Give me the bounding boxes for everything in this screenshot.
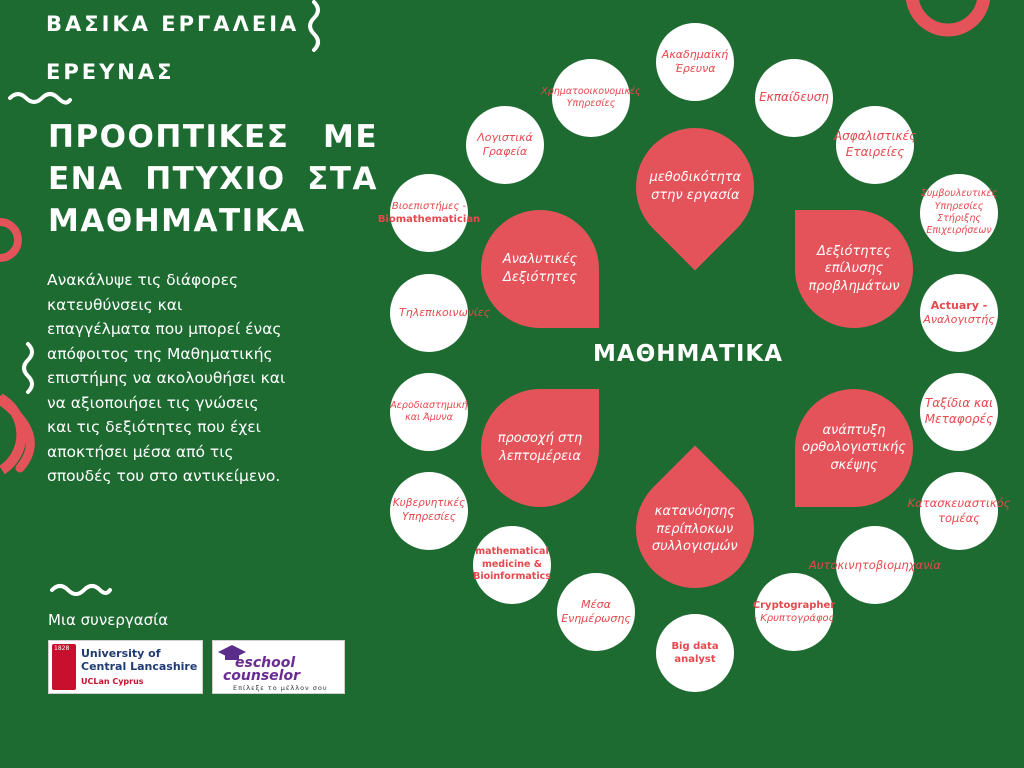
skill-drop: Αναλυτικές Δεξιότητες bbox=[481, 210, 599, 328]
eschool-counselor-logo: eschool counselor Επίλεξε το μέλλον σου bbox=[212, 640, 345, 694]
career-circle: Αυτοκινητοβιομηχανία bbox=[836, 526, 914, 604]
uclan-logo: 1828 University of Central Lancashire UCLan Cyprus bbox=[48, 640, 203, 694]
skill-drop: μεθοδικότητα στην εργασία bbox=[612, 104, 779, 271]
ring-decoration bbox=[912, 0, 984, 30]
squiggle-decoration bbox=[10, 94, 70, 103]
career-circle: Ακαδημαϊκή Έρευνα bbox=[656, 23, 734, 101]
squiggle-decoration bbox=[310, 2, 318, 50]
career-circle: Συμβουλευτικές Υπηρεσίες Στήριξης Επιχειρήσεων bbox=[920, 174, 998, 252]
squiggle-decoration bbox=[52, 586, 110, 594]
skill-drop: προσοχή στη λεπτομέρεια bbox=[481, 389, 599, 507]
squiggle-decoration bbox=[24, 344, 32, 392]
career-circle: Χρηματοοικονομικές Υπηρεσίες bbox=[552, 59, 630, 137]
career-circle: Big data analyst bbox=[656, 614, 734, 692]
career-circle: Κυβερνητικές Υπηρεσίες bbox=[390, 472, 468, 550]
career-circle: Κατασκευαστικός τομέας bbox=[920, 472, 998, 550]
collab-label: Μια συνεργασία bbox=[48, 611, 169, 629]
center-title: ΜΑΘΗΜΑΤΙΚΑ bbox=[593, 341, 784, 367]
career-circle: Τηλεπικοινωνίες bbox=[390, 274, 468, 352]
career-circle: mathematical medicine & Bioinformatics bbox=[473, 526, 551, 604]
kicker-line-1: ΒΑΣΙΚΑ ΕΡΓΑΛΕΙΑ bbox=[46, 12, 300, 36]
career-circle: Actuary - Αναλογιστής bbox=[920, 274, 998, 352]
career-circle: Εκπαίδευση bbox=[755, 59, 833, 137]
skill-drop: ανάπτυξη ορθολογιστικής σκέψης bbox=[795, 389, 913, 507]
career-circle: Βιοεπιστήμες - Biomathematician bbox=[390, 174, 468, 252]
description: Ανακάλυψε τις διάφορες κατευθύνσεις και επαγγέλματα που μπορεί ένας απόφοιτος της Μαθηματικής επιστήμης να ακολουθήσει και να αξιοποιήσει τις γνώσεις και τις δεξιότητες που έχει αποκτήσει μέσα από τις σπουδές του στο αντικείμενο. bbox=[47, 271, 286, 485]
career-circle: Ασφαλιστικές Εταιρείες bbox=[836, 106, 914, 184]
page-title: ΠΡΟΟΠΤΙΚΕΣ ΜΕ ΕΝΑ ΠΤΥΧΙΟ ΣΤΑ ΜΑΘΗΜΑΤΙΚΑ bbox=[48, 119, 378, 239]
career-circle: Μέσα Ενημέρωσης bbox=[557, 573, 635, 651]
kicker-line-2: ΕΡΕΥΝΑΣ bbox=[46, 60, 175, 84]
career-circle: Αεροδιαστημική και Άμυνα bbox=[390, 373, 468, 451]
career-circle: Cryptographer - Κρυπτογράφος bbox=[755, 573, 833, 651]
skill-drop: κατανόησης περίπλοκων συλλογισμών bbox=[612, 446, 779, 613]
skill-drop: Δεξιότητες επίλυσης προβλημάτων bbox=[795, 210, 913, 328]
career-circle: Λογιστικά Γραφεία bbox=[466, 106, 544, 184]
ring-decoration-left bbox=[0, 222, 18, 258]
career-circle: Ταξίδια και Μεταφορές bbox=[920, 373, 998, 451]
